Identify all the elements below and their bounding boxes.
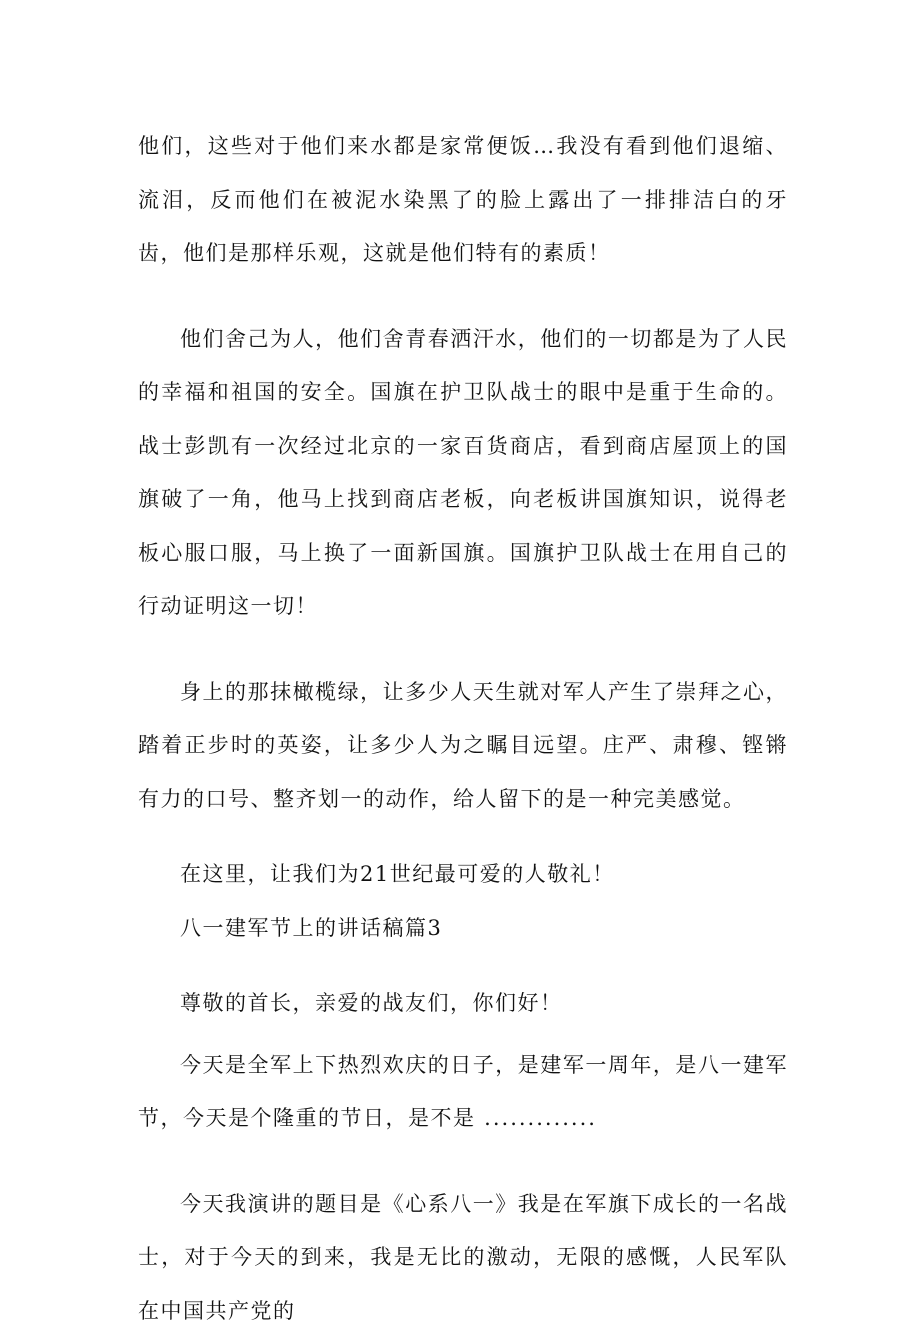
paragraph-2: 他们舍己为人，他们舍青春洒汗水，他们的一切都是为了人民的幸福和祖国的安全。国旗在护卫队战士的眼中是重于生命的。战士彭凯有一次经过北京的一家百货商店，看到商店屋顶上的国旗破了一角，他马上找到商店老板，向老板讲国旗知识，说得老板心服口服，马上换了一面新国旗。国旗护卫队战士在用自己的行动证明这一切！ xyxy=(138,313,788,634)
paragraph-4: 在这里，让我们为21世纪最可爱的人敬礼！ xyxy=(138,848,788,902)
paragraph-6 xyxy=(138,1039,788,1146)
paragraph-7: 今天我演讲的题目是《心系八一》我是在军旗下成长的一名战士，对于今天的到来，我是无比的激动，无限的感慨，人民军队在中国共产党的 xyxy=(138,1178,788,1338)
document-body xyxy=(138,120,788,1338)
section-heading: 八一建军节上的讲话稿篇3 xyxy=(138,902,788,956)
paragraph-5: 尊敬的首长，亲爱的战友们，你们好！ xyxy=(138,977,788,1031)
paragraph-3: 身上的那抹橄榄绿，让多少人天生就对军人产生了崇拜之心，踏着正步时的英姿，让多少人为之瞩目远望。庄严、肃穆、铿锵有力的口号、整齐划一的动作，给人留下的是一种完美感觉。 xyxy=(138,666,788,827)
paragraph-6-text: 今天是全军上下热烈欢庆的日子，是建军一周年，是八一建军节，今天是个隆重的节日，是不是 xyxy=(138,1053,788,1131)
paragraph-1: 他们，这些对于他们来水都是家常便饭…我没有看到他们退缩、流泪，反而他们在被泥水染黑了的脸上露出了一排排洁白的牙齿，他们是那样乐观，这就是他们特有的素质！ xyxy=(138,120,788,281)
paragraph-6-ellipsis: ............. xyxy=(476,1106,597,1130)
